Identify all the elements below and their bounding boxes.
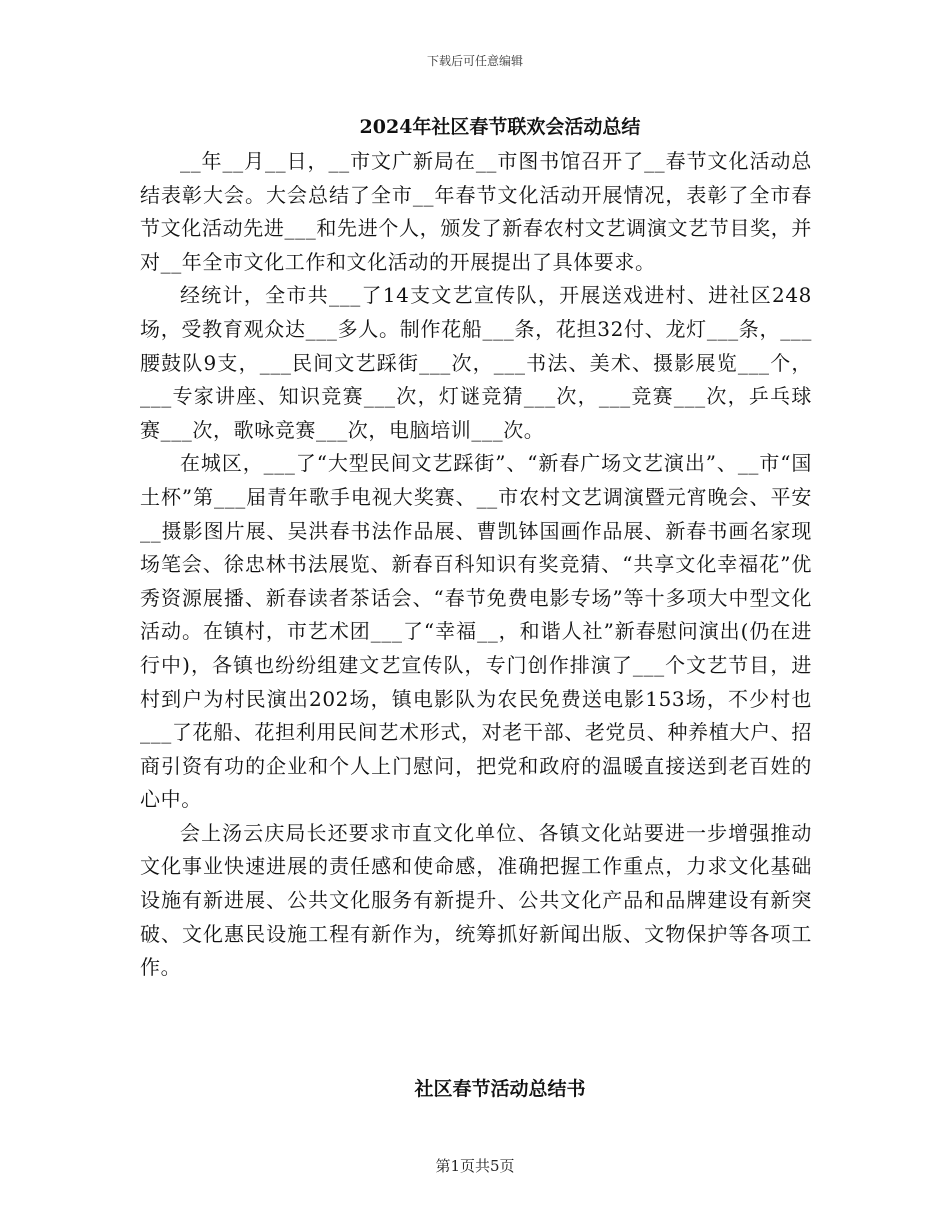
paragraph-3: 在城区，___了“大型民间文艺踩街”、“新春广场文艺演出”、__市“国土杯”第___届青年歌手电视大奖赛、__市农村文艺调演暨元宵晚会、平安__摄影图片展、吴洪春书法作品展、曹凯钵国画作品展、新春书画名家现场笔会、徐忠林书法展览、新春百科知识有奖竞猜、“共享文化幸福花”优秀资源展播、新春读者茶话会、“春节免费电影专场”等十多项大中型文化活动。在镇村，市艺术团___了“幸福__，和谐人社”新春慰问演出(仍在进行中)，各镇也纷纷组建文艺宣传队，专门创作排演了___个文艺节目，进村到户为村民演出202场，镇电影队为农民免费送电影153场，不少村也___了花船、花担利用民间艺术形式，对老干部、老党员、种养植大户、招商引资有功的企业和个人上门慰问，把党和政府的温暖直接送到老百姓的心中。: [140, 451, 812, 812]
document-title: 2024年社区春节联欢会活动总结: [359, 116, 641, 138]
page-header-note: 下载后可任意编辑: [426, 54, 523, 68]
section-subtitle: 社区春节活动总结书: [414, 1078, 586, 1100]
paragraph-4: 会上汤云庆局长还要求市直文化单位、各镇文化站要进一步增强推动文化事业快速进展的责任感和使命感，准确把握工作重点，力求文化基础设施有新进展、公共文化服务有新提升、公共文化产品和品牌建设有新突破、文化惠民设施工程有新作为，统筹抓好新闻出版、文物保护等各项工作。: [140, 820, 812, 980]
paragraph-1: __年__月__日，__市文广新局在__市图书馆召开了__春节文化活动总结表彰大会。大会总结了全市__年春节文化活动开展情况，表彰了全市春节文化活动先进___和先进个人，颁发了新春农村文艺调演文艺节目奖，并对__年全市文化工作和文化活动的开展提出了具体要求。: [140, 149, 812, 274]
page-footer-number: 第1页共5页: [435, 1157, 515, 1175]
document-body: [140, 145, 812, 985]
paragraph-2: 经统计，全市共___了14支文艺宣传队，开展送戏进村、进社区248场，受教育观众达___多人。制作花船___条，花担32付、龙灯___条，___腰鼓队9支，___民间文艺踩街___次，___书法、美术、摄影展览___个，___专家讲座、知识竞赛___次，灯谜竞猜___次，___竞赛___次，乒乓球赛___次，歌咏竞赛___次，电脑培训___次。: [140, 283, 812, 442]
